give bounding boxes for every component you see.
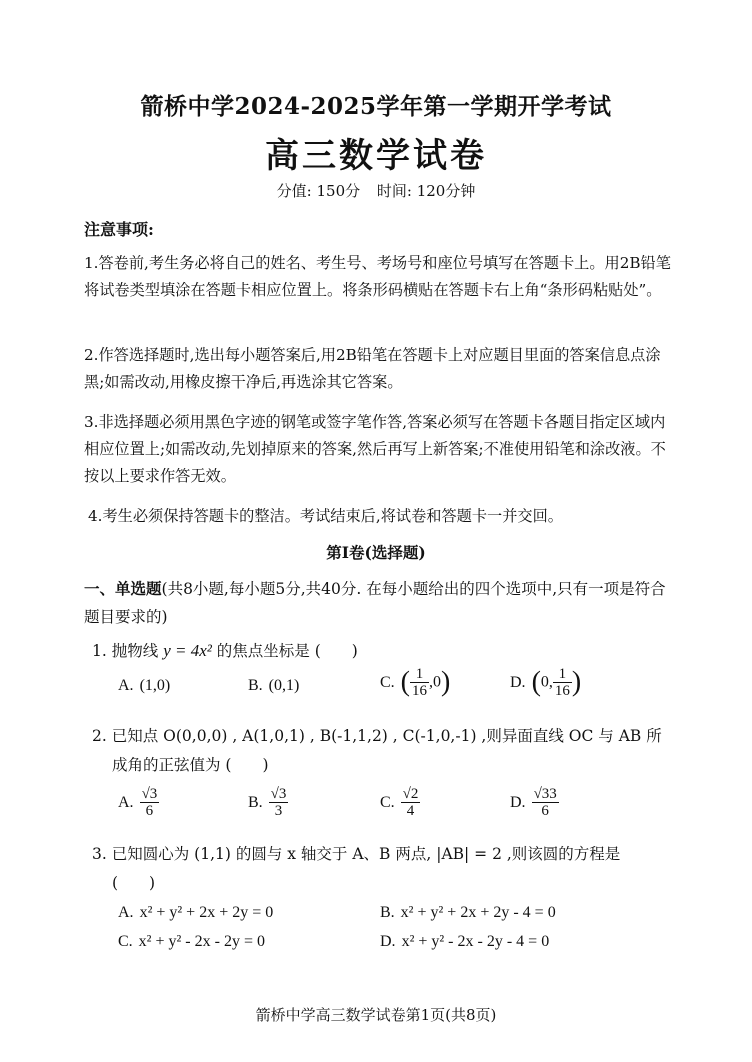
option-label: C. xyxy=(118,933,133,950)
notice-item: 2.作答选择题时,选出每小题答案后,用2B铅笔在答题卡上对应题目里面的答案信息点涂黑;如需改动,用橡皮擦干净后,再选涂其它答案。 xyxy=(84,346,661,391)
option-label: D. xyxy=(510,793,526,811)
part-description: (共8小题,每小题5分,共40分. 在每小题给出的四个选项中,只有一项是符合题目要求的) xyxy=(84,580,666,626)
fraction-denominator: 16 xyxy=(412,683,427,699)
notice-heading: 注意事项: xyxy=(84,220,154,239)
fraction xyxy=(269,786,289,819)
q1-option-d[interactable] xyxy=(510,666,581,699)
q1-option-a[interactable] xyxy=(118,676,170,695)
fraction-numerator: 1 xyxy=(553,666,572,683)
q3-option-a[interactable] xyxy=(118,903,273,922)
option-label: D. xyxy=(510,673,526,691)
q1-option-c[interactable] xyxy=(380,666,450,699)
q2-option-c[interactable] xyxy=(380,786,420,819)
part-heading xyxy=(84,575,676,631)
paren-close: ) xyxy=(571,666,582,698)
question-number: 3. xyxy=(92,845,107,863)
option-label: A. xyxy=(118,793,134,811)
option-label: D. xyxy=(380,933,396,950)
option-label: C. xyxy=(380,673,395,691)
fraction xyxy=(140,786,160,819)
fraction-denominator: 4 xyxy=(406,803,415,819)
option-value: (1,0) xyxy=(139,677,171,694)
q3-option-d[interactable] xyxy=(380,932,549,951)
option-label: B. xyxy=(248,677,263,694)
notice-item: 1.答卷前,考生务必将自己的姓名、考生号、考场号和座位号填写在答题卡上。用2B铅笔将试卷类型填涂在答题卡相应位置上。将条形码横贴在答题卡右上角“条形码粘贴处”。 xyxy=(84,254,671,299)
fraction-numerator: √33 xyxy=(533,786,557,802)
question-line xyxy=(92,722,677,751)
fraction-denominator: 16 xyxy=(554,683,570,699)
option-label: B. xyxy=(248,793,263,811)
notice-item: 4.考生必须保持答题卡的整洁。考试结束后,将试卷和答题卡一并交回。 xyxy=(88,507,563,525)
option-label: C. xyxy=(380,793,395,811)
notice-item: 3.非选择题必须用黑色字迹的钢笔或签字笔作答,答案必须写在答题卡各题目指定区域内相应位置上;如需改动,先划掉原来的答案,然后再写上新答案;不准使用铅笔和涂改液。不按以上要求作答无效。 xyxy=(84,413,666,485)
q3-option-b[interactable] xyxy=(380,903,556,922)
option-label: A. xyxy=(118,677,134,694)
question-1 xyxy=(92,636,677,666)
question-formula: y = 4x² xyxy=(163,641,212,660)
fraction xyxy=(553,666,572,699)
option-value-tail: ,0 xyxy=(429,673,441,691)
fraction-denominator: 6 xyxy=(541,803,549,819)
question-line xyxy=(92,840,677,869)
fraction-denominator: 3 xyxy=(274,803,283,819)
paren-close: ) xyxy=(441,666,451,698)
fraction-numerator: 1 xyxy=(410,666,429,683)
question-text-pre: 抛物线 xyxy=(111,642,159,660)
fraction-numerator: √3 xyxy=(270,786,287,802)
part-label: 一、单选题 xyxy=(84,579,162,598)
q2-option-d[interactable] xyxy=(510,786,559,819)
q2-option-b[interactable] xyxy=(248,786,288,819)
school-exam-title: 箭桥中学2024-2025学年第一学期开学考试 xyxy=(140,93,612,120)
score-value: 分值: 150分 xyxy=(276,182,361,200)
option-value: (0,1) xyxy=(268,677,300,694)
page-title: 高三数学试卷 xyxy=(265,136,487,176)
fraction-numerator: √3 xyxy=(141,786,158,802)
question-text: 已知圆心为 (1,1) 的圆与 x 轴交于 A、B 两点, |AB| = 2 ,则该圆的方程是 xyxy=(111,845,621,863)
fraction-numerator: √2 xyxy=(402,786,419,802)
option-label: B. xyxy=(380,904,395,921)
option-value-head: 0, xyxy=(540,673,553,691)
fraction xyxy=(401,786,421,819)
option-value: x² + y² + 2x + 2y - 4 = 0 xyxy=(400,904,556,921)
option-value: x² + y² + 2x + 2y = 0 xyxy=(139,904,274,921)
question-3 xyxy=(92,840,677,898)
section-title: 第I卷(选择题) xyxy=(326,543,426,562)
fraction xyxy=(410,666,429,699)
paren-open: ( xyxy=(400,666,410,698)
option-value: x² + y² - 2x - 2y - 4 = 0 xyxy=(401,933,550,950)
question-number: 1. xyxy=(92,642,107,660)
q2-option-a[interactable] xyxy=(118,786,159,819)
q1-option-b[interactable] xyxy=(248,676,299,695)
option-value: x² + y² - 2x - 2y = 0 xyxy=(138,933,265,950)
question-text: 已知点 O(0,0,0) , A(1,0,1) , B(-1,1,2) , C(-1,0,-1) ,则异面直线 OC 与 AB 所 xyxy=(111,727,662,745)
question-line: ( ) xyxy=(112,874,156,892)
fraction-denominator: 6 xyxy=(145,803,154,819)
option-label: A. xyxy=(118,904,134,921)
page-footer: 箭桥中学高三数学试卷第1页(共8页) xyxy=(255,1006,497,1024)
question-number: 2. xyxy=(92,727,107,745)
question-text-post: 的焦点坐标是 ( ) xyxy=(216,642,358,660)
time-value: 时间: 120分钟 xyxy=(376,182,476,200)
fraction xyxy=(532,786,559,819)
question-2 xyxy=(92,722,677,780)
score-time-line xyxy=(0,180,752,201)
question-line: 成角的正弦值为 ( ) xyxy=(112,756,269,774)
paren-open: ( xyxy=(531,666,541,698)
q3-option-c[interactable] xyxy=(118,932,265,951)
